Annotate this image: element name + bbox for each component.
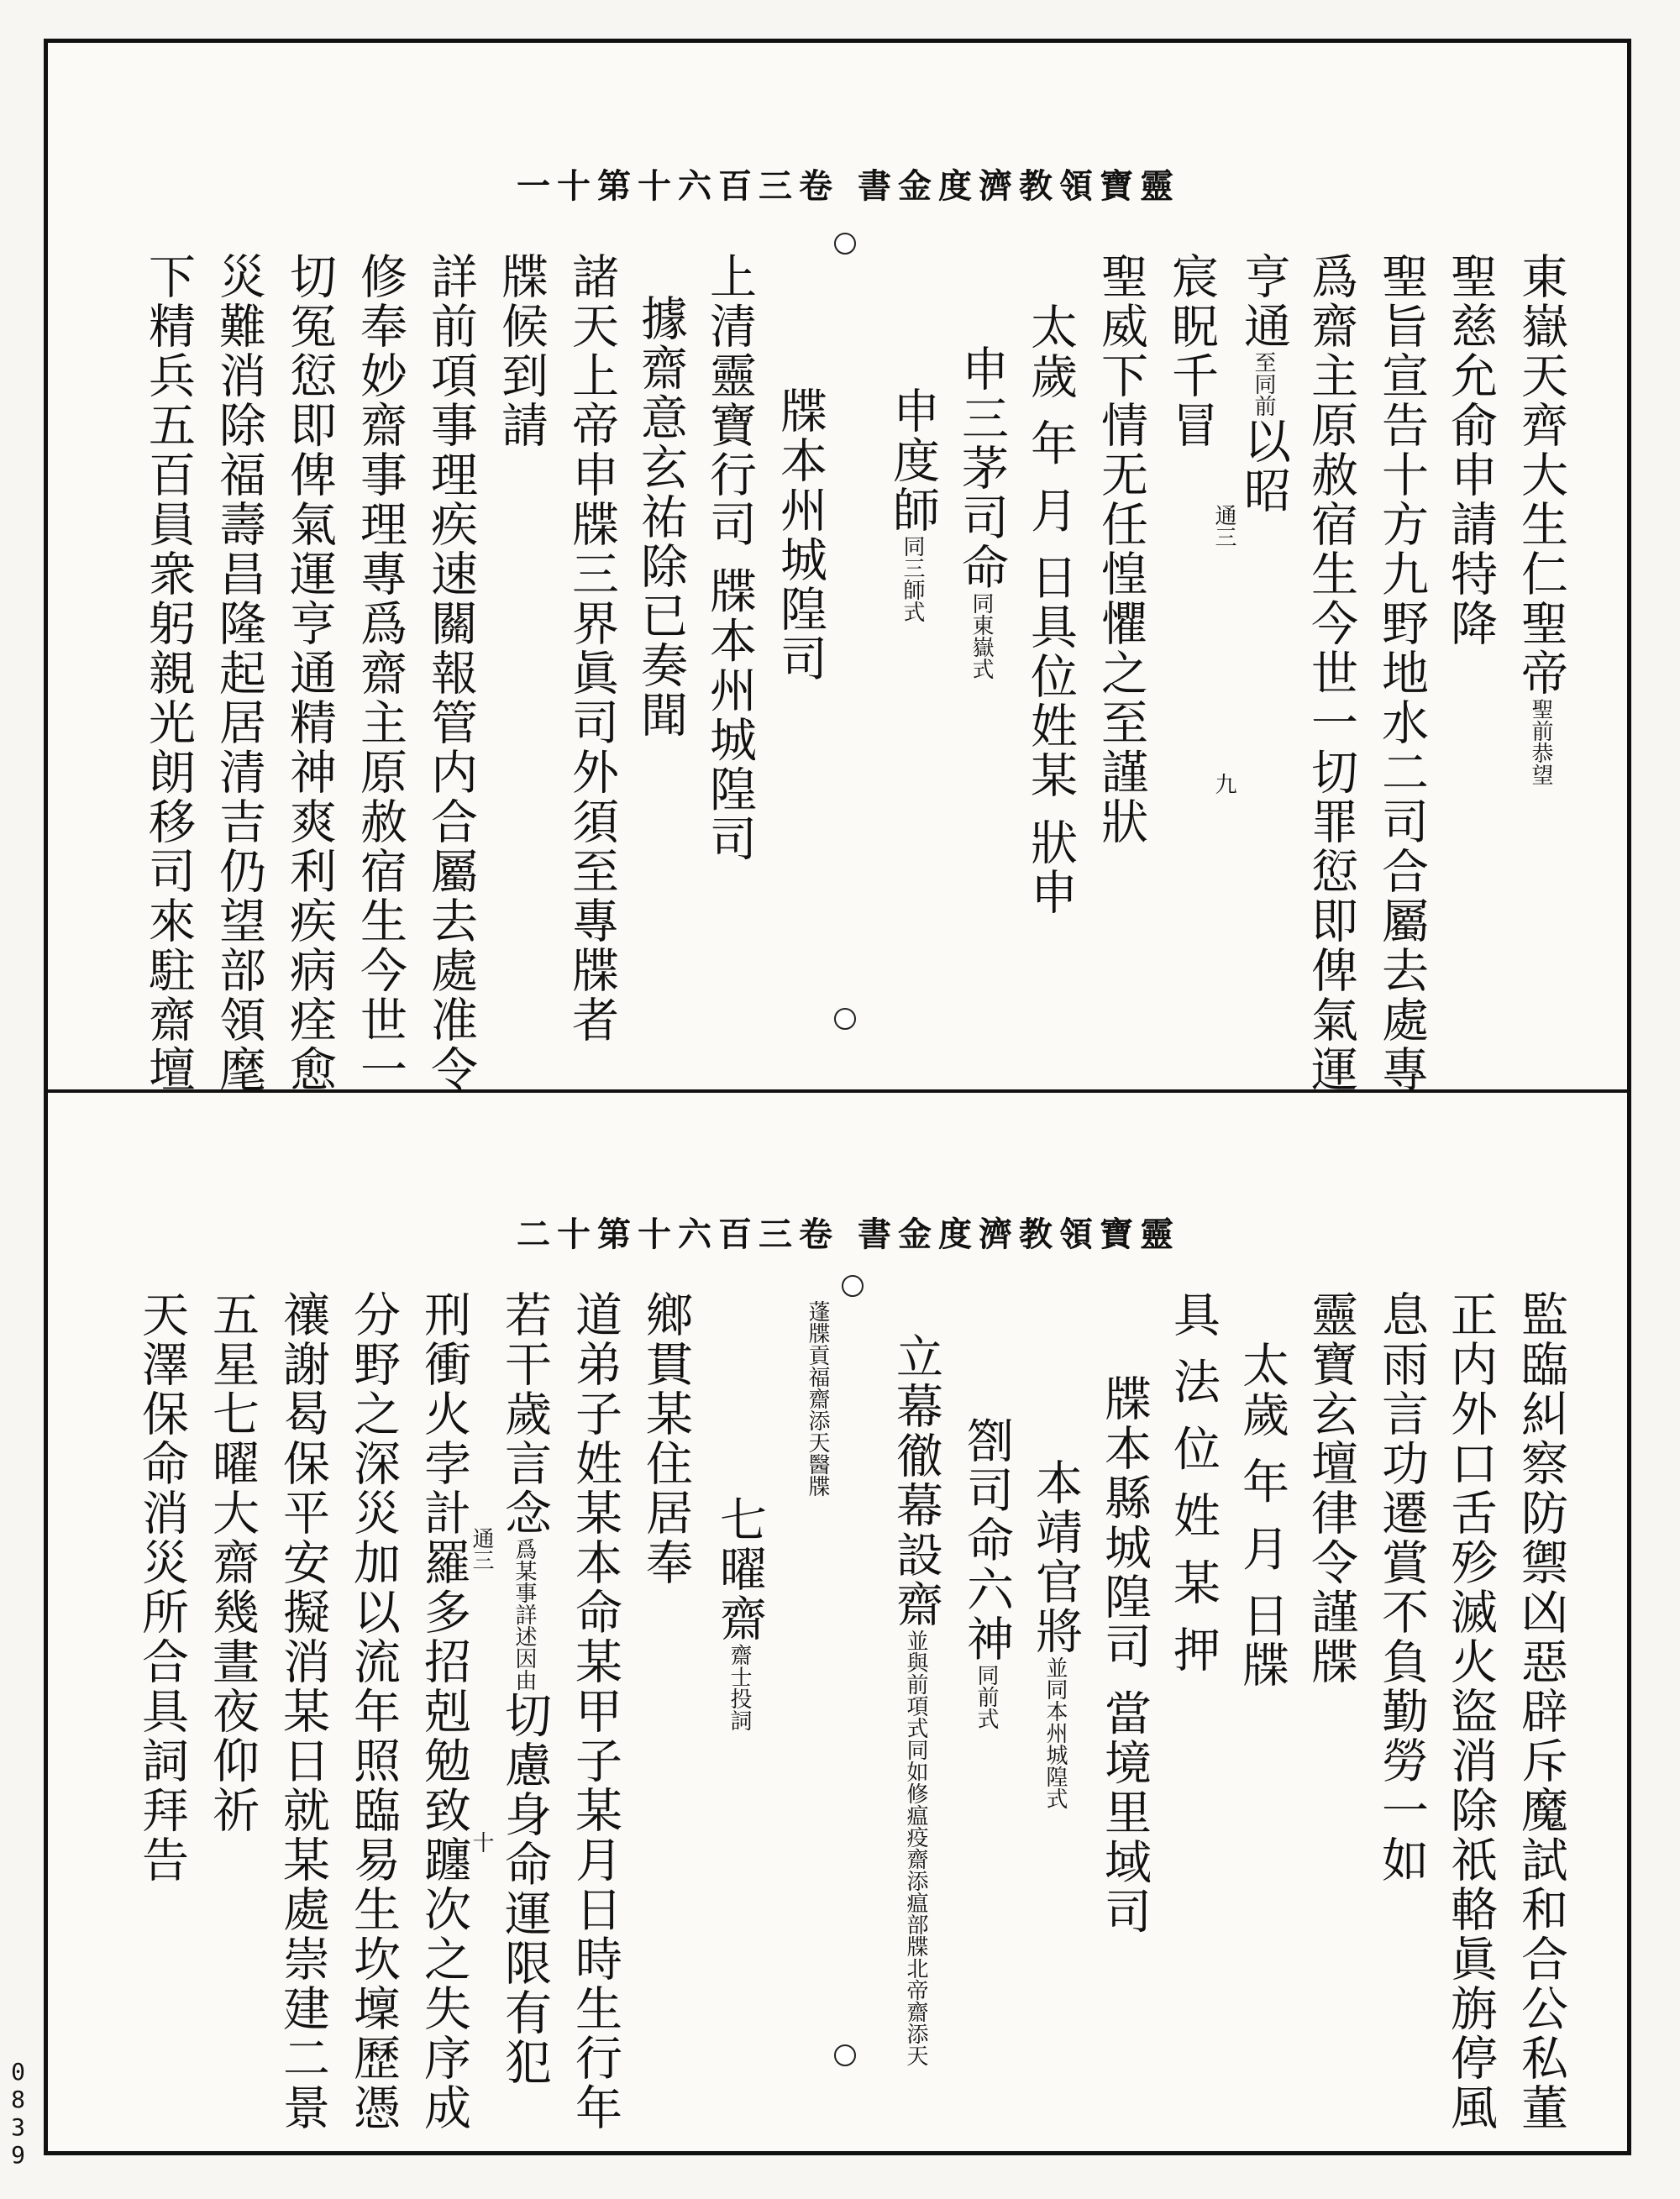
binding-hole — [842, 1275, 864, 1297]
upper-column-19: 災難消除福壽昌隆起居清吉仍望部領麾 — [212, 252, 266, 1094]
lower-column-13: 鄉貫某住居奉 — [638, 1290, 693, 1588]
lower-column-12: 七曜齋齋士投詞 — [712, 1495, 767, 1731]
lower-column-18: 禳謝曷保平安擬消某日就某處崇建二景 — [276, 1290, 330, 2133]
lower-note-tongsan: 通三 — [469, 1527, 494, 1571]
lower-column-10: 立幕徹幕設齋並與前項式同如修瘟疫齋添瘟部牒北帝齋添天 — [889, 1332, 943, 2066]
upper-column-10: 申度師同三師式 — [885, 386, 940, 622]
lower-column-15: 若干歲言念爲某事詳述因由切慮身命運限有犯 — [497, 1290, 552, 2087]
upper-column-4: 爲齋主原赦宿生今世一切罪愆即俾氣運 — [1304, 252, 1358, 1094]
upper-note-nine: 九 — [1211, 773, 1236, 795]
lower-column-4: 靈寶玄壇律令謹牒 — [1304, 1290, 1358, 1687]
binding-hole — [834, 2044, 856, 2066]
lower-column-5: 太歲 年 月 日牒 — [1235, 1341, 1289, 1691]
lower-column-6: 具 法 位 姓 某 押 — [1166, 1290, 1221, 1676]
lower-column-19: 五星七曜大齋幾晝夜仰祈 — [205, 1290, 260, 1835]
lower-column-7: 牒本縣城隍司 當境里域司 — [1097, 1374, 1152, 1937]
upper-column-20: 下精兵五百員衆躬親光朗移司來駐齋壇 — [141, 252, 196, 1094]
binding-hole — [834, 1008, 856, 1030]
upper-column-15: 牒候到請 — [494, 252, 549, 450]
upper-column-17: 修奉妙齋事理專爲齋主原赦宿生今世一 — [353, 252, 407, 1094]
lower-running-header: 靈寶領教濟度金書 卷三百六十第十二 — [517, 1215, 1180, 1254]
upper-column-2: 聖慈允俞申請特降 — [1443, 252, 1498, 648]
upper-column-14: 諸天上帝申牒三界眞司外須至專牒者 — [564, 252, 619, 1045]
upper-running-header: 靈寶領教濟度金書 卷三百六十第十一 — [517, 166, 1180, 206]
lower-column-14: 道弟子姓某本命某甲子某月日時生行年 — [568, 1290, 622, 2133]
upper-column-18: 切冤愆即俾氣運亨通精神爽利疾病痊愈 — [282, 252, 337, 1094]
upper-column-5: 亨通至同前以昭 — [1236, 252, 1291, 516]
lower-column-11-note: 蓬牒貢福齋添天醫牒 — [805, 1300, 830, 1497]
upper-column-16: 詳前項事理疾速關報管内合屬去處准令 — [423, 252, 478, 1094]
upper-column-12: 上清靈寶行司 牒本州城隍司 — [702, 252, 757, 864]
upper-column-13: 據齋意玄祐除已奏聞 — [633, 294, 688, 740]
upper-column-8: 太歲 年 月 日具位姓某 狀申 — [1023, 302, 1078, 918]
lower-note-ten: 十 — [469, 1831, 494, 1853]
upper-column-1: 東嶽天齊大生仁聖帝聖前恭望 — [1514, 252, 1568, 785]
upper-column-11: 牒本州城隍司 — [773, 386, 827, 684]
binding-hole — [834, 233, 856, 255]
page-number: 0839 — [4, 2058, 32, 2169]
lower-column-16: 刑衝火孛計羅多招剋勉致躔次之失序成 — [417, 1290, 471, 2133]
lower-column-2: 正内外口舌殄滅火盜消除祇輅眞旃停風 — [1443, 1290, 1498, 2133]
lower-column-20: 天澤保命消災所合具詞拜告 — [134, 1290, 189, 1885]
upper-column-3: 聖旨宣告十方九野地水二司合屬去處專 — [1374, 252, 1429, 1094]
lower-column-17: 分野之深災加以流年照臨易生坎壈歷憑 — [346, 1290, 401, 2133]
upper-column-9: 申三茅司命同東嶽式 — [954, 344, 1009, 680]
lower-column-3: 息雨言功遷賞不負勤勞一如 — [1374, 1290, 1429, 1885]
lower-column-8: 本靖官將並同本州城隍式 — [1028, 1458, 1083, 1809]
lower-column-9: 劄司命六神同前式 — [959, 1416, 1014, 1729]
upper-column-6: 宸眖千冒 — [1164, 252, 1219, 450]
lower-column-1: 監臨糾察防禦凶惡辟斥魔試和合公私董 — [1514, 1290, 1568, 2133]
upper-note-tongsan: 通三 — [1211, 504, 1236, 548]
upper-column-7: 聖威下情无任惶懼之至謹狀 — [1094, 252, 1148, 847]
